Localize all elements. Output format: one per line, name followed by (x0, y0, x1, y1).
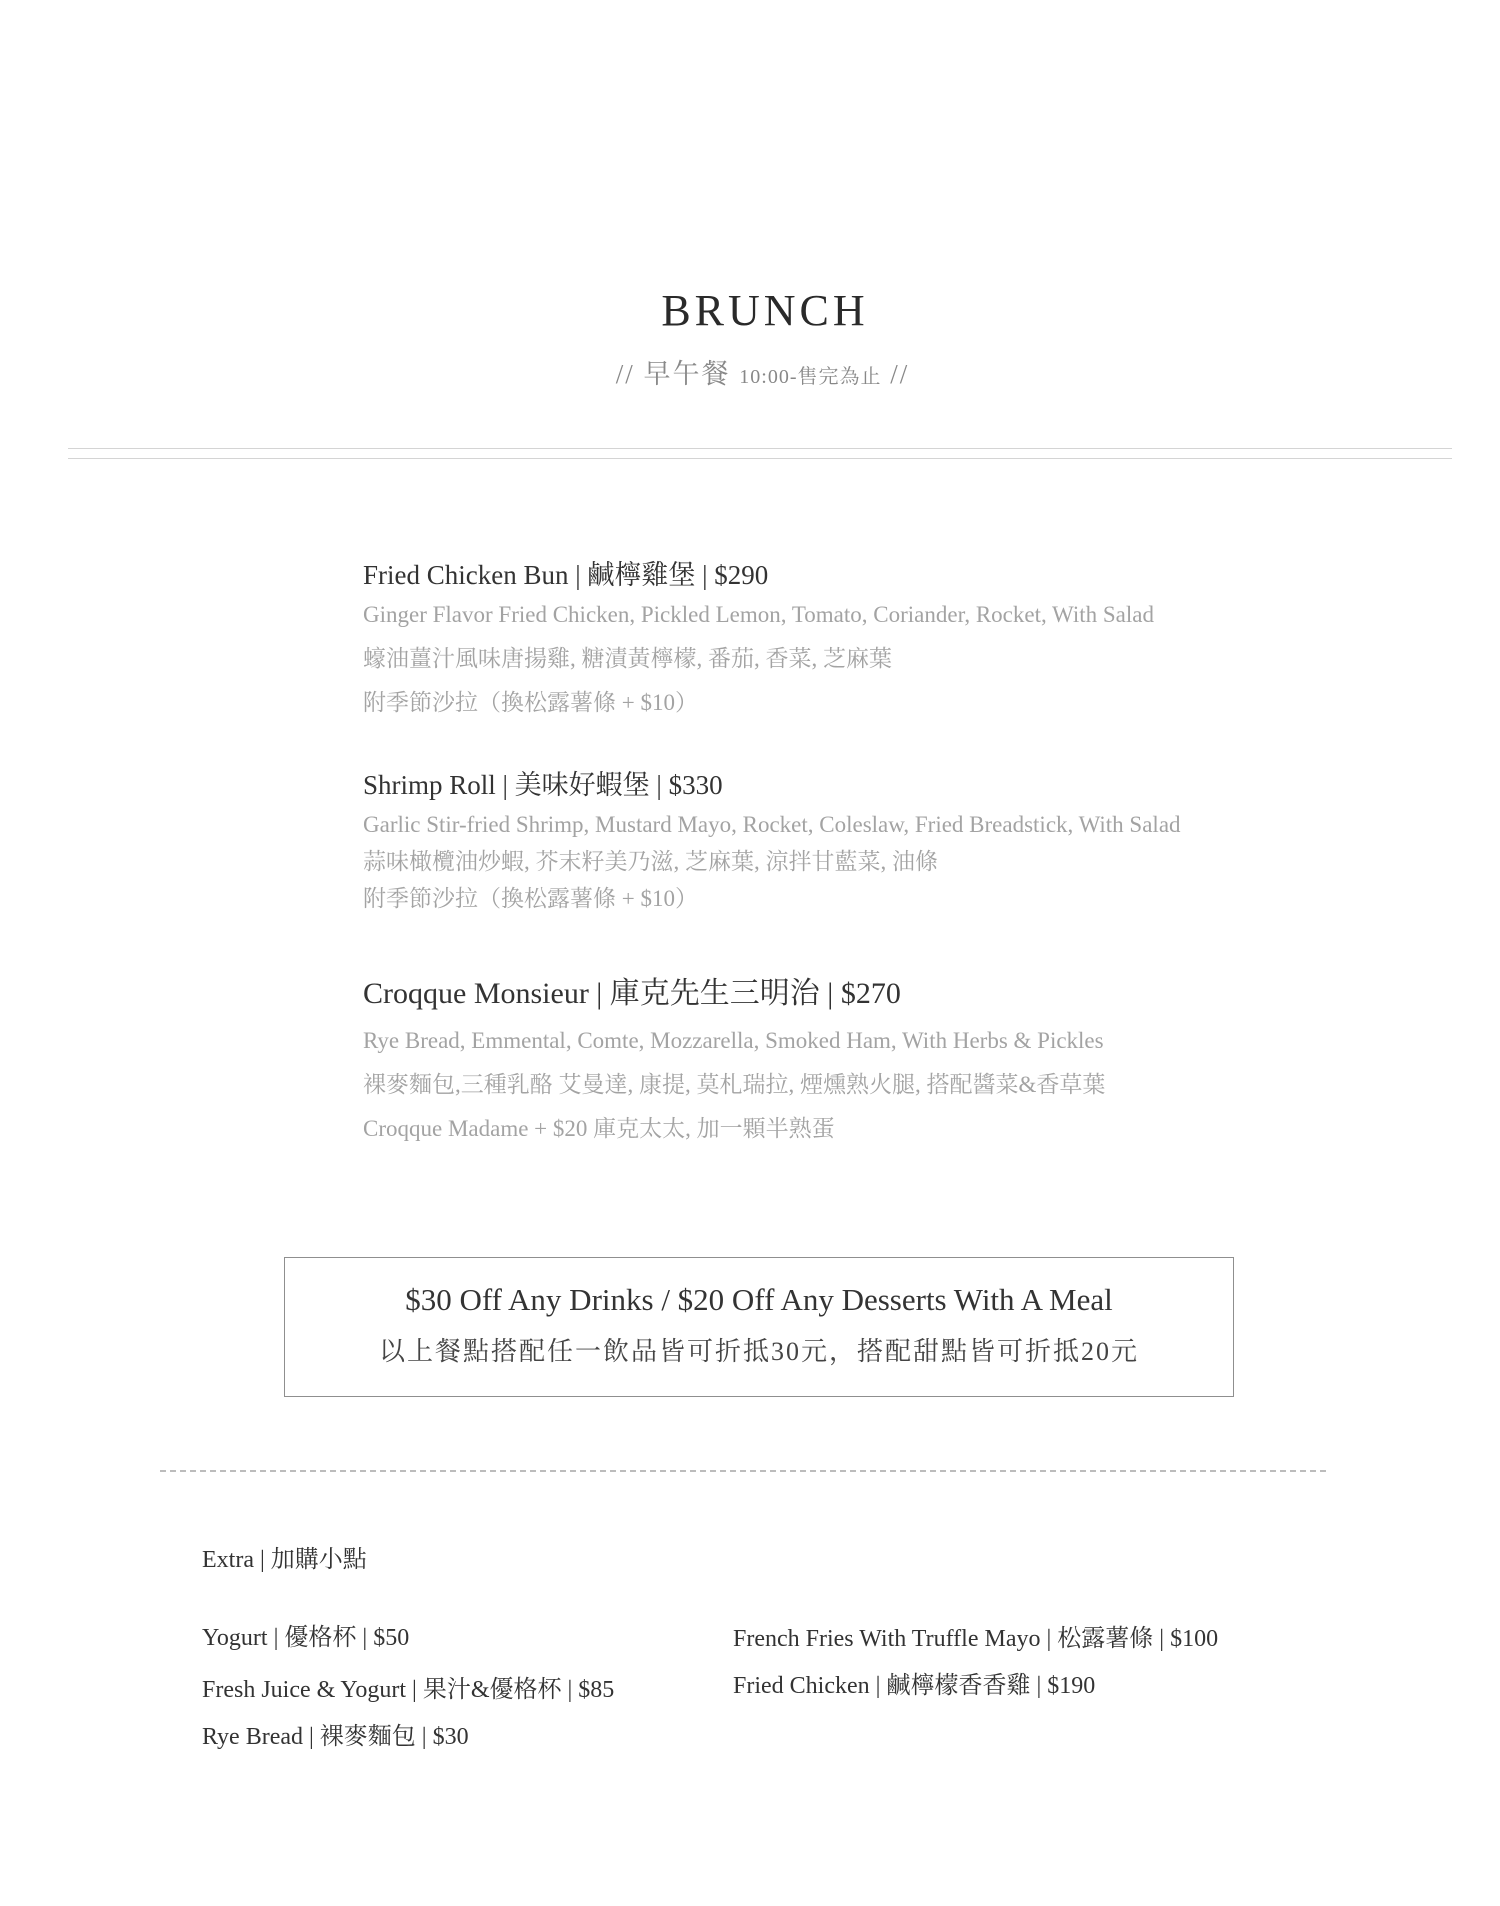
menu-item-desc-en: Ginger Flavor Fried Chicken, Pickled Lemon, Tomato, Coriander, Rocket, With Salad (363, 602, 1154, 627)
subtitle-prefix: // 早午餐 (615, 359, 740, 389)
page-subtitle (0, 352, 1500, 391)
menu-item-croqque-monsieur (363, 976, 1363, 1144)
page-title: BRUNCH (661, 286, 869, 335)
header-divider-top (68, 448, 1452, 449)
menu-item-fried-chicken-bun (363, 557, 1363, 718)
menu-item-desc-en: Garlic Stir-fried Shrimp, Mustard Mayo, Rocket, Coleslaw, Fried Breadstick, With Salad (363, 812, 1181, 837)
menu-item-note: 附季節沙拉（換松露薯條 + $10） (363, 886, 698, 911)
menu-item-desc-en: Rye Bread, Emmental, Comte, Mozzarella, Smoked Ham, With Herbs & Pickles (363, 1028, 1104, 1053)
extra-item-fried-chicken: Fried Chicken | 鹹檸檬香香雞 | $190 (733, 1673, 1096, 1699)
menu-item-note: Croqque Madame + $20 庫克太太, 加一顆半熟蛋 (363, 1116, 835, 1141)
menu-item-desc-zh: 蠔油薑汁風味唐揚雞, 糖漬黃檸檬, 番茄, 香菜, 芝麻葉 (363, 646, 892, 671)
menu-item-desc-zh: 蒜味橄欖油炒蝦, 芥末籽美乃滋, 芝麻葉, 涼拌甘藍菜, 油條 (363, 849, 938, 874)
menu-item-desc-zh: 裸麥麵包,三種乳酪 艾曼達, 康提, 莫札瑞拉, 煙燻熟火腿, 搭配醬菜&香草葉 (363, 1072, 1106, 1097)
menu-item-title: Croqque Monsieur | 庫克先生三明治 | $270 (363, 977, 901, 1010)
header-divider-bottom (68, 458, 1452, 459)
menu-item-title: Shrimp Roll | 美味好蝦堡 | $330 (363, 770, 723, 800)
promo-box (284, 1257, 1234, 1397)
extra-item-juice-yogurt: Fresh Juice & Yogurt | 果汁&優格杯 | $85 (202, 1677, 615, 1703)
extra-item-rye-bread: Rye Bread | 裸麥麵包 | $30 (202, 1724, 469, 1750)
menu-item-title: Fried Chicken Bun | 鹹檸雞堡 | $290 (363, 560, 769, 590)
extra-item-yogurt: Yogurt | 優格杯 | $50 (202, 1625, 410, 1651)
promo-text-en: $30 Off Any Drinks / $20 Off Any Desserts With A Meal (405, 1282, 1113, 1317)
menu-item-shrimp-roll (363, 767, 1363, 914)
subtitle-suffix: // (881, 359, 910, 389)
promo-text-zh: 以上餐點搭配任一飲品皆可折抵30元，搭配甜點皆可折抵20元 (378, 1337, 1139, 1366)
section-divider (160, 1470, 1326, 1472)
menu-item-note: 附季節沙拉（換松露薯條 + $10） (363, 690, 698, 715)
extra-heading: Extra | 加購小點 (202, 1547, 367, 1573)
extra-item-french-fries: French Fries With Truffle Mayo | 松露薯條 | $100 (733, 1626, 1219, 1652)
subtitle-time: 10:00-售完為止 (739, 366, 882, 388)
